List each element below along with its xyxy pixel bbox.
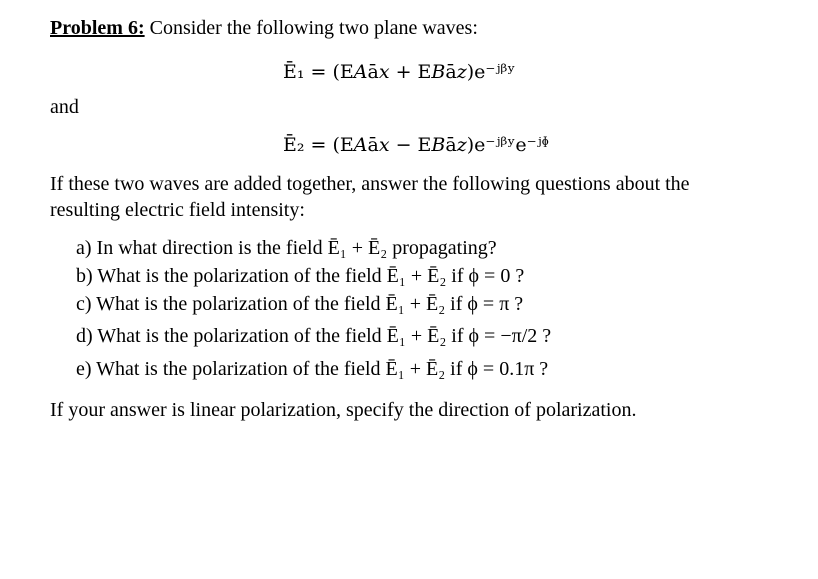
question-e: e) What is the polarization of the field Ē₁ + Ē₂ if ϕ = 0.1π ?: [76, 358, 549, 380]
problem-title: Consider the following two plane waves:: [144, 17, 478, 39]
question-c: c) What is the polarization of the field Ē₁ + Ē₂ if ϕ = π ?: [76, 293, 524, 315]
intro-line-1: If these two waves are added together, answer the following questions about the: [50, 173, 690, 195]
equation-e1: Ē₁ = (E𝐴ā𝑥 + E𝐵ā𝑧)e⁻ʲᵝʸ: [283, 61, 516, 83]
conjunction-and: and: [50, 96, 79, 118]
problem-heading: [50, 16, 478, 40]
problem-label: Problem 6:: [50, 17, 145, 39]
question-a: a) In what direction is the field Ē₁ + Ē₂ propagating?: [76, 237, 497, 259]
closing-instruction: If your answer is linear polarization, specify the direction of polarization.: [50, 399, 637, 421]
question-d: d) What is the polarization of the field Ē₁ + Ē₂ if ϕ = −π/2 ?: [76, 325, 552, 347]
equation-e2: Ē₂ = (E𝐴ā𝑥 − E𝐵ā𝑧)e⁻ʲᵝʸe⁻ʲᶲ: [283, 134, 549, 156]
intro-line-2: resulting electric field intensity:: [50, 199, 305, 221]
question-b: b) What is the polarization of the field Ē₁ + Ē₂ if ϕ = 0 ?: [76, 265, 525, 287]
